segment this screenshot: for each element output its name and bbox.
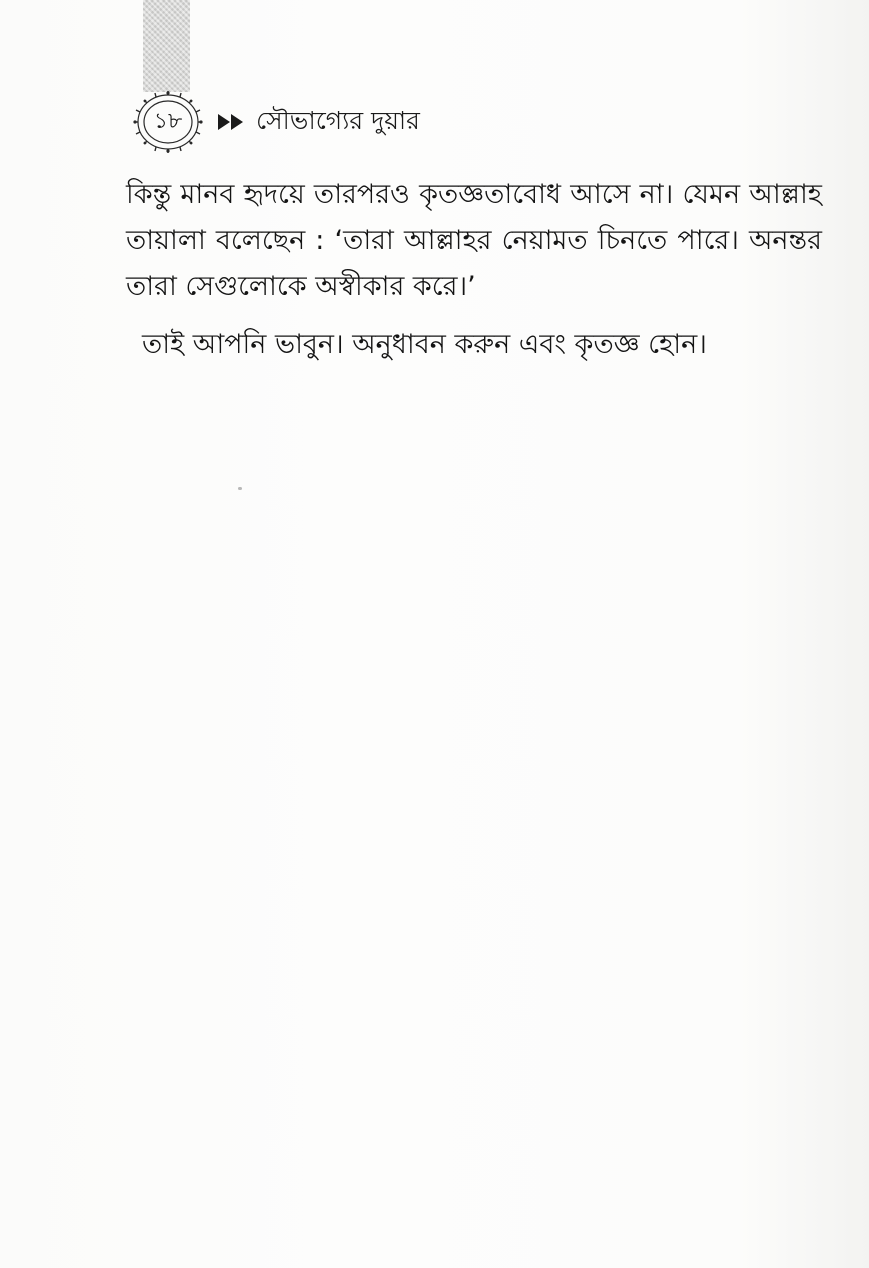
paper-speck [238, 487, 242, 490]
bookmark-ribbon [143, 0, 190, 92]
book-title: সৌভাগ্যের দুয়ার [256, 106, 420, 135]
page-body [126, 172, 822, 368]
paragraph-2: তাই আপনি ভাবুন। অনুধাবন করুন এবং কৃতজ্ঞ হোন। [142, 329, 707, 360]
ornamental-medallion-icon [124, 90, 212, 154]
page-number: ১৮ [153, 109, 183, 134]
double-arrow-icon [216, 112, 246, 132]
paragraph-1: কিন্তু মানব হৃদয়ে তারপরও কৃতজ্ঞতাবোধ আসে না। যেমন আল্লাহ তায়ালা বলেছেন : ‘তারা আল্লাহর নেয়ামত চিনতে পারে। অনন্তর তারা সেগুলোকে অস্বীকার করে।’ [126, 179, 822, 302]
running-header [124, 90, 524, 154]
